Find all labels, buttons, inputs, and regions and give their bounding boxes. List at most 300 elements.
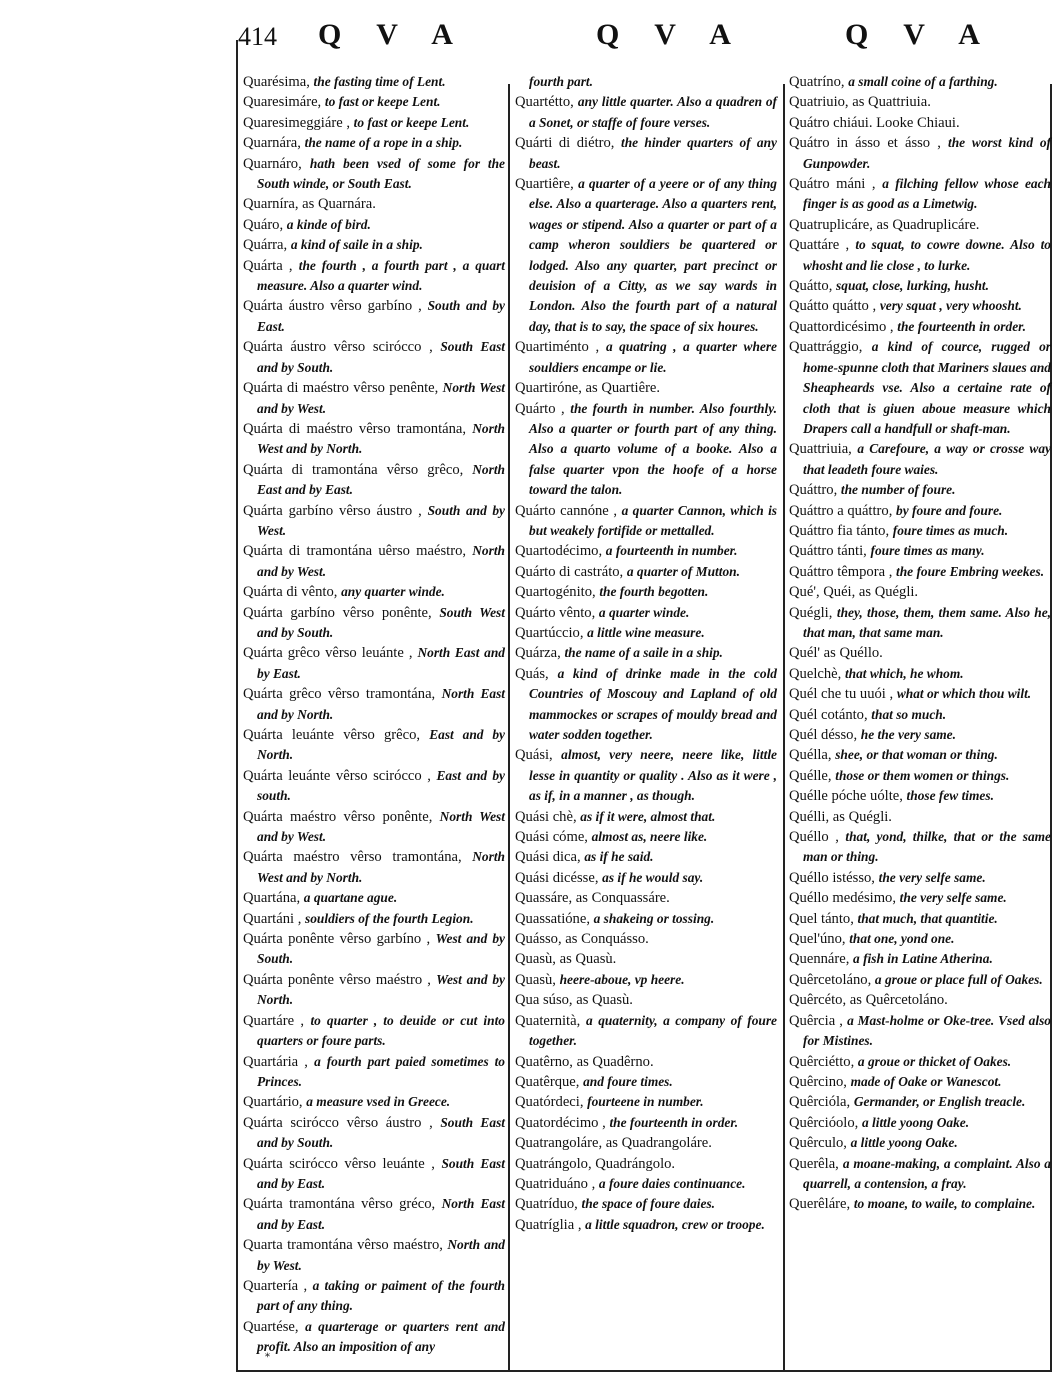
headword: Quárto di castráto, <box>515 563 624 580</box>
definition: the very selfe same. <box>899 890 1007 906</box>
page-number: 414 <box>238 22 277 51</box>
headword: Quatêrque, <box>515 1073 580 1090</box>
definition: a kind of saile in a ship. <box>290 237 423 253</box>
definition: a quarter of Mutton. <box>626 563 740 579</box>
headword: Quennáre, <box>789 951 850 968</box>
dictionary-entry <box>515 603 777 623</box>
definition: and foure times. <box>583 1073 673 1089</box>
headword: Quárta grêco vêrso leuánte , <box>243 645 413 662</box>
dictionary-entry <box>243 154 505 195</box>
dictionary-entry <box>789 1052 1051 1072</box>
definition: made of Oake or Wanescot. <box>850 1073 1002 1089</box>
headword: Quárta di tramontána uêrso maéstro, <box>243 543 467 560</box>
definition: West and by North. <box>257 971 505 1008</box>
headword: Quélla, <box>789 747 832 764</box>
dictionary-entry <box>789 888 1051 908</box>
dictionary-entry <box>243 1113 505 1154</box>
headword: Quaternità, <box>515 1012 581 1029</box>
headword: Quátto quátto , <box>789 298 877 315</box>
definition: a groue or thicket of Oakes. <box>857 1053 1012 1069</box>
dictionary-entry <box>515 1174 777 1194</box>
dictionary-entry <box>789 1092 1051 1112</box>
definition: that, yond, thilke, that or the same man or thing. <box>803 829 1051 865</box>
headword: Quárta , <box>243 257 293 274</box>
dictionary-entry <box>789 929 1051 949</box>
headword: Quatêrno, as Quadêrno. <box>515 1053 654 1070</box>
definition: a quarter winde. <box>598 604 690 620</box>
dictionary-entry <box>789 1194 1051 1214</box>
headword: Quárta scirócco vêrso leuánte , <box>243 1155 435 1172</box>
definition: the number of foure. <box>840 482 956 498</box>
dictionary-entry <box>789 705 1051 725</box>
dictionary-entry <box>243 256 505 297</box>
dictionary-entry <box>243 1317 505 1358</box>
definition: to squat, to cowre downe. Also to whosht and lie close , to lurke. <box>803 237 1051 273</box>
headword: Quáttro têmpora , <box>789 563 893 580</box>
dictionary-entry <box>789 501 1051 521</box>
headword: Quáttro tánti, <box>789 543 867 560</box>
dictionary-entry <box>243 684 505 725</box>
dictionary-entry <box>515 92 777 133</box>
dictionary-entry <box>789 990 1051 1010</box>
headword: Quatríglia , <box>515 1216 582 1233</box>
dictionary-entry <box>515 643 777 663</box>
definition: to quarter , to deuide or cut into quarters or foure parts. <box>257 1012 506 1049</box>
headword: Quárta maéstro vêrso tramontána, <box>243 849 462 866</box>
headword: Quartétto, <box>515 94 574 111</box>
definition: the name of a saile in a ship. <box>564 645 723 661</box>
headword: Quátro máni , <box>789 176 876 193</box>
definition: East and by North. <box>257 727 506 763</box>
definition: South West and by South. <box>257 604 505 640</box>
headword: Quél che tu uuói , <box>789 686 894 703</box>
headword: Quélli, as Quégli. <box>789 808 892 825</box>
definition: a small coine of a farthing. <box>848 74 998 89</box>
definition: the space of foure daies. <box>581 1196 715 1212</box>
dictionary-entry <box>789 296 1051 316</box>
headword: Quassatióne, <box>515 910 590 927</box>
dictionary-entry <box>243 215 505 235</box>
headword: Quéllo istésso, <box>789 869 875 886</box>
headword: Quárta tramontána vêrso gréco, <box>243 1196 436 1213</box>
definition: a quaternity, a company of foure together. <box>529 1012 777 1049</box>
definition: a little yoong Oake. <box>861 1114 970 1130</box>
headword: Quarníra, as Quarnára. <box>243 196 376 213</box>
definition: a quartane ague. <box>303 890 398 906</box>
dictionary-entry <box>515 1133 777 1153</box>
definition: as if he would say. <box>602 869 704 885</box>
headword: Quárta di tramontána vêrso grêco, <box>243 461 464 478</box>
column-divider-1 <box>508 84 510 1370</box>
dictionary-entry <box>515 562 777 582</box>
dictionary-entry <box>243 582 505 602</box>
definition: as if he said. <box>584 849 654 865</box>
dictionary-entry <box>789 317 1051 337</box>
definition: the worst kind of Gunpowder. <box>803 135 1051 171</box>
dictionary-entry <box>515 868 777 888</box>
definition: any little quarter. Also a quadren of a Sonet, or staffe of foure verses. <box>529 94 777 130</box>
headword: Quarta tramontána vêrso maéstro, <box>243 1237 443 1254</box>
definition: a little yoong Oake. <box>850 1135 958 1151</box>
dictionary-entry <box>243 1092 505 1112</box>
dictionary-entry <box>789 439 1051 480</box>
headword: Quartúccio, <box>515 624 584 641</box>
headword: Quêrculo, <box>789 1135 847 1152</box>
dictionary-entry <box>243 235 505 255</box>
dictionary-entry <box>789 215 1051 235</box>
definition: the fourth begotten. <box>599 584 709 600</box>
headword: Quasù, as Quasù. <box>515 951 617 968</box>
headword: Quárta ponênte vêrso maéstro , <box>243 971 431 988</box>
dictionary-entry <box>243 603 505 644</box>
definition: almost, very neere, neere like, little lesse in quantity or quality . Also as it were , as if, in a manner , as though. <box>529 747 777 804</box>
dictionary-entry <box>789 827 1051 868</box>
definition: that one, yond one. <box>849 931 955 947</box>
dictionary-entry <box>789 541 1051 561</box>
dictionary-entry <box>515 1194 777 1214</box>
definition: the fourteenth in order. <box>609 1114 739 1130</box>
definition: a fourteenth in number. <box>605 543 738 559</box>
definition: what or which thou wilt. <box>896 686 1032 702</box>
definition: North West and by West. <box>257 380 505 416</box>
definition: North East and by North. <box>257 686 506 722</box>
dictionary-entry <box>789 113 1051 133</box>
headword: Quáttro, <box>789 482 838 499</box>
dictionary-entry <box>789 1154 1051 1195</box>
dictionary-entry <box>789 72 1051 92</box>
definition: a filching fellow whose each finger is as good as a Limetwig. <box>803 176 1051 212</box>
dictionary-entry <box>243 725 505 766</box>
dictionary-entry <box>243 337 505 378</box>
dictionary-entry <box>515 541 777 561</box>
dictionary-entry <box>243 1276 505 1317</box>
dictionary-entry <box>243 643 505 684</box>
definition: to fast or keepe Lent. <box>324 94 441 110</box>
headword: Quêrcia , <box>789 1012 843 1029</box>
headword: Quartése, <box>243 1318 299 1335</box>
dictionary-entry <box>515 133 777 174</box>
headword: Quelchè, <box>789 665 842 682</box>
dictionary-entry <box>789 1133 1051 1153</box>
definition: the hinder quarters of any beast. <box>529 135 778 171</box>
definition: a measure vsed in Greece. <box>306 1094 451 1110</box>
headword: Quassáre, as Conquassáre. <box>515 890 670 907</box>
definition: South East and by South. <box>257 339 505 375</box>
dictionary-entry <box>789 133 1051 174</box>
headword: Quárta garbíno vêrso ponênte, <box>243 604 432 621</box>
definition: a kind of drinke made in the cold Countries of Moscouy and Lapland of old mammockes or scrapes of mouldy bread and water sodden together. <box>529 665 777 742</box>
dictionary-entry <box>515 827 777 847</box>
definition: West and by South. <box>257 931 505 967</box>
headword: Quatriduáno , <box>515 1175 596 1192</box>
dictionary-entry <box>515 582 777 602</box>
headword: Quási cóme, <box>515 829 588 846</box>
dictionary-entry <box>789 603 1051 644</box>
dictionary-entry <box>243 133 505 153</box>
dictionary-entry <box>243 113 505 133</box>
headword: Quárta leuánte vêrso grêco, <box>243 727 421 743</box>
dictionary-entry <box>243 888 505 908</box>
dictionary-entry <box>515 1113 777 1133</box>
definition: that which, he whom. <box>844 665 964 681</box>
dictionary-entry <box>515 1011 777 1052</box>
definition: North West and by West. <box>257 808 505 845</box>
definition: a Mast-holme or Oke-tree. Vsed also for Mistines. <box>803 1012 1052 1049</box>
dictionary-entry <box>789 643 1051 663</box>
dictionary-entry <box>515 1092 777 1112</box>
headword: Quásso, as Conquásso. <box>515 931 649 948</box>
headword: Quátro chiáui. Looke Chiaui. <box>789 114 960 131</box>
definition: hath been vsed of some for the South winde, or South East. <box>257 155 505 192</box>
headword: Quárto , <box>515 400 565 417</box>
headword: Quattordicésimo , <box>789 318 894 335</box>
definition: to moane, to waile, to complaine. <box>853 1196 1036 1212</box>
headword: Quátro in ásso et ásso , <box>789 135 941 152</box>
headword: Quartána, <box>243 890 301 907</box>
definition: East and by south. <box>257 767 505 804</box>
definition: a fish in Latine Atherina. <box>853 951 993 967</box>
headword: Quárza, <box>515 645 561 662</box>
headword: Quartária , <box>243 1053 308 1070</box>
dictionary-entry <box>789 766 1051 786</box>
dictionary-entry <box>243 1194 505 1235</box>
definition: the fourteenth in order. <box>897 318 1026 334</box>
headword: Quárta di maéstro vêrso penênte, <box>243 380 439 397</box>
headword: Quáttro a quáttro, <box>789 502 893 519</box>
dictionary-entry <box>243 72 505 92</box>
dictionary-entry <box>789 276 1051 296</box>
dictionary-entry <box>243 1011 505 1052</box>
definition: a taking or paiment of the fourth part of any thing. <box>257 1277 505 1314</box>
dictionary-entry <box>515 1154 777 1174</box>
dictionary-entry <box>243 1052 505 1093</box>
dictionary-entry <box>789 909 1051 929</box>
dictionary-entry <box>789 480 1051 500</box>
definition: South and by West. <box>257 502 505 538</box>
headword: Quêrcéto, as Quêrcetoláno. <box>789 992 948 1009</box>
definition: heere-aboue, vp heere. <box>559 971 685 987</box>
headword: Quêrcióolo, <box>789 1114 859 1131</box>
dictionary-entry <box>243 847 505 888</box>
headword: Quel'úno, <box>789 931 846 948</box>
dictionary-entry <box>243 766 505 807</box>
dictionary-entry <box>789 970 1051 990</box>
definition: the name of a rope in a ship. <box>304 135 463 151</box>
definition: a foure daies continuance. <box>598 1175 746 1191</box>
headword: Quatríno, <box>789 74 845 90</box>
headword: Quél désso, <box>789 727 858 743</box>
headword: Quêrciétto, <box>789 1053 855 1070</box>
dictionary-entry <box>515 664 777 746</box>
running-head-3: Q V A <box>845 18 994 51</box>
headword: Quartiróne, as Quartiêre. <box>515 380 661 397</box>
headword: Quárta scirócco vêrso áustro , <box>243 1114 433 1131</box>
dictionary-entry <box>789 235 1051 276</box>
headword: Quêrcióla, <box>789 1094 851 1111</box>
definition: a groue or place full of Oakes. <box>874 971 1043 987</box>
headword: Quarésima, <box>243 74 310 90</box>
definition: by foure and foure. <box>896 502 1003 518</box>
headword: Quáttro fia tánto, <box>789 522 890 539</box>
headword: Qué', Quéi, as Quégli. <box>789 584 919 601</box>
dictionary-entry <box>515 378 777 398</box>
bottom-rule <box>236 1370 1052 1372</box>
headword: Quárra, <box>243 237 288 254</box>
headword: Quárto cannóne , <box>515 502 618 519</box>
definition: North and by West. <box>257 1237 506 1273</box>
headword: Quaresimáre, <box>243 94 322 111</box>
dictionary-entry <box>789 725 1051 745</box>
definition: those or them women or things. <box>835 767 1010 783</box>
definition: the fourth , a fourth part , a quart measure. Also a quarter wind. <box>257 257 506 294</box>
headword: Querêláre, <box>789 1196 851 1213</box>
definition: North East and by East. <box>257 1196 506 1232</box>
headword: Quarnára, <box>243 135 301 152</box>
headword: Quartería , <box>243 1277 308 1294</box>
definition: those few times. <box>906 788 994 804</box>
headword: Quatruplicáre, as Quadruplicáre. <box>789 216 980 233</box>
definition: as if it were, almost that. <box>580 808 716 824</box>
dictionary-entry <box>789 745 1051 765</box>
headword: Quás, <box>515 665 549 682</box>
definition: a Carefoure, a way or crosse way that leadeth foure waies. <box>803 441 1052 477</box>
headword: Quárta di maéstro vêrso tramontána, <box>243 420 467 437</box>
headword: Quéllo , <box>789 829 839 846</box>
dictionary-entry <box>789 949 1051 969</box>
headword: Quartiménto , <box>515 339 600 356</box>
dictionary-entry <box>243 970 505 1011</box>
headword: Quatrángolo, Quadrángolo. <box>515 1155 676 1172</box>
headword: Quási dica, <box>515 849 581 866</box>
headword: Quárti di diétro, <box>515 135 615 152</box>
dictionary-entry <box>789 1113 1051 1133</box>
headword: Quaresimeggiáre , <box>243 114 350 131</box>
definition: a little wine measure. <box>587 624 705 640</box>
headword: Quélle póche uólte, <box>789 788 903 805</box>
headword: Quartáni , <box>243 910 302 927</box>
definition: the fasting time of Lent. <box>313 74 446 89</box>
headword: Quartogénito, <box>515 584 596 601</box>
dictionary-entry <box>243 92 505 112</box>
definition: a quarter of a yeere or of any thing else. Also a quarterage. Also a quarters rent, wages or stipend. Also a quarter or part of a camp wheron souldiers be quartered or lodged. Also any quarter, part precinct or deuision of a Citty, as we say wards in London. Also the fourth part of a natural day, that is to say, the space of six houres. <box>529 176 777 334</box>
headword: Quárto vênto, <box>515 604 596 621</box>
dictionary-entry <box>789 337 1051 439</box>
headword: Quél' as Quéllo. <box>789 645 883 662</box>
dictionary-entry <box>515 888 777 908</box>
headword: Quárta di vênto, <box>243 584 338 601</box>
dictionary-entry <box>243 1154 505 1195</box>
dictionary-entry <box>515 501 777 542</box>
definition: Germander, or English treacle. <box>853 1094 1026 1110</box>
headword: Quárta grêco vêrso tramontána, <box>243 686 436 703</box>
definition: that so much. <box>871 706 947 722</box>
definition: very squat , very whoosht. <box>879 298 1022 314</box>
dictionary-entry <box>789 868 1051 888</box>
headword: Quartáre , <box>243 1012 305 1029</box>
definition: any quarter winde. <box>341 584 445 600</box>
headword: Querêla, <box>789 1155 839 1172</box>
headword: Quatrangoláre, as Quadrangoláre. <box>515 1135 712 1152</box>
definition: North and by West. <box>257 543 505 579</box>
dictionary-entry <box>789 174 1051 215</box>
headword: Quartário, <box>243 1094 303 1111</box>
headword: Quasù, <box>515 971 556 988</box>
dictionary-entry <box>243 194 505 214</box>
headword: Quêrcetoláno, <box>789 971 872 988</box>
headword: Quattriuia, <box>789 441 852 458</box>
headword: Quéllo medésimo, <box>789 890 897 907</box>
headword: Quartodécimo, <box>515 543 603 560</box>
dictionary-entry <box>243 419 505 460</box>
definition: that much, that quantitie. <box>857 910 998 926</box>
headword: Quárta áustro vêrso scirócco , <box>243 339 433 356</box>
dictionary-entry <box>789 664 1051 684</box>
dictionary-entry <box>243 1235 505 1276</box>
headword: Quárta leuánte vêrso scirócco , <box>243 767 431 784</box>
dictionary-entry <box>515 970 777 990</box>
definition: they, those, them, them same. Also he, that man, that same man. <box>803 604 1051 640</box>
headword: Quási dicésse, <box>515 869 599 886</box>
definition: he the very same. <box>860 727 956 742</box>
dictionary-entry <box>243 929 505 970</box>
definition: the very selfe same. <box>878 869 986 885</box>
column-divider-2 <box>783 84 785 1370</box>
dictionary-entry <box>789 1011 1051 1052</box>
headword: Quátto, <box>789 278 833 295</box>
definition: North East and by East. <box>257 461 505 498</box>
headword: Quárta ponênte vêrso garbíno , <box>243 931 431 948</box>
dictionary-entry <box>515 174 777 337</box>
headword: Quárta maéstro vêrso ponênte, <box>243 808 433 825</box>
definition: a moane-making, a complaint. Also a quarrell, a contension, a fray. <box>803 1155 1051 1191</box>
dictionary-entry <box>515 990 777 1010</box>
dictionary-entry <box>515 337 777 378</box>
definition: the foure Embring weekes. <box>896 563 1045 579</box>
dictionary-entry <box>515 847 777 867</box>
definition: South East and by South. <box>257 1114 505 1151</box>
dictionary-entry <box>515 929 777 949</box>
headword: Quarnáro, <box>243 155 302 172</box>
dictionary-entry <box>515 623 777 643</box>
headword: Quárta garbíno vêrso áustro , <box>243 502 422 519</box>
dictionary-entry <box>243 807 505 848</box>
running-head-1: Q V A <box>318 18 467 51</box>
dictionary-entry <box>515 1072 777 1092</box>
headword: Quatriuio, as Quattriuia. <box>789 94 931 111</box>
dictionary-entry <box>789 582 1051 602</box>
headword: Quél cotánto, <box>789 706 868 723</box>
definition: a kinde of bird. <box>286 216 371 232</box>
definition: fourteene in number. <box>587 1094 704 1110</box>
dictionary-entry <box>789 807 1051 827</box>
signature-mark: * <box>265 1352 270 1363</box>
running-head-2: Q V A <box>596 18 745 51</box>
column-2 <box>515 72 777 1235</box>
definition: a quarter Cannon, which is but weakely fortifide or mettalled. <box>529 502 777 538</box>
headword: Quárta áustro vêrso garbíno , <box>243 298 422 315</box>
headword: Quási, <box>515 747 553 764</box>
dictionary-entry <box>243 909 505 929</box>
dictionary-entry <box>515 399 777 501</box>
headword: Quattáre , <box>789 237 850 254</box>
definition: a fourth part paied sometimes to Princes. <box>257 1053 505 1089</box>
left-border <box>236 40 238 1370</box>
dictionary-entry <box>789 521 1051 541</box>
definition: a shakeing or tossing. <box>593 910 715 926</box>
dictionary-entry <box>515 1215 777 1235</box>
dictionary-entry <box>789 562 1051 582</box>
definition: to fast or keepe Lent. <box>353 114 470 130</box>
